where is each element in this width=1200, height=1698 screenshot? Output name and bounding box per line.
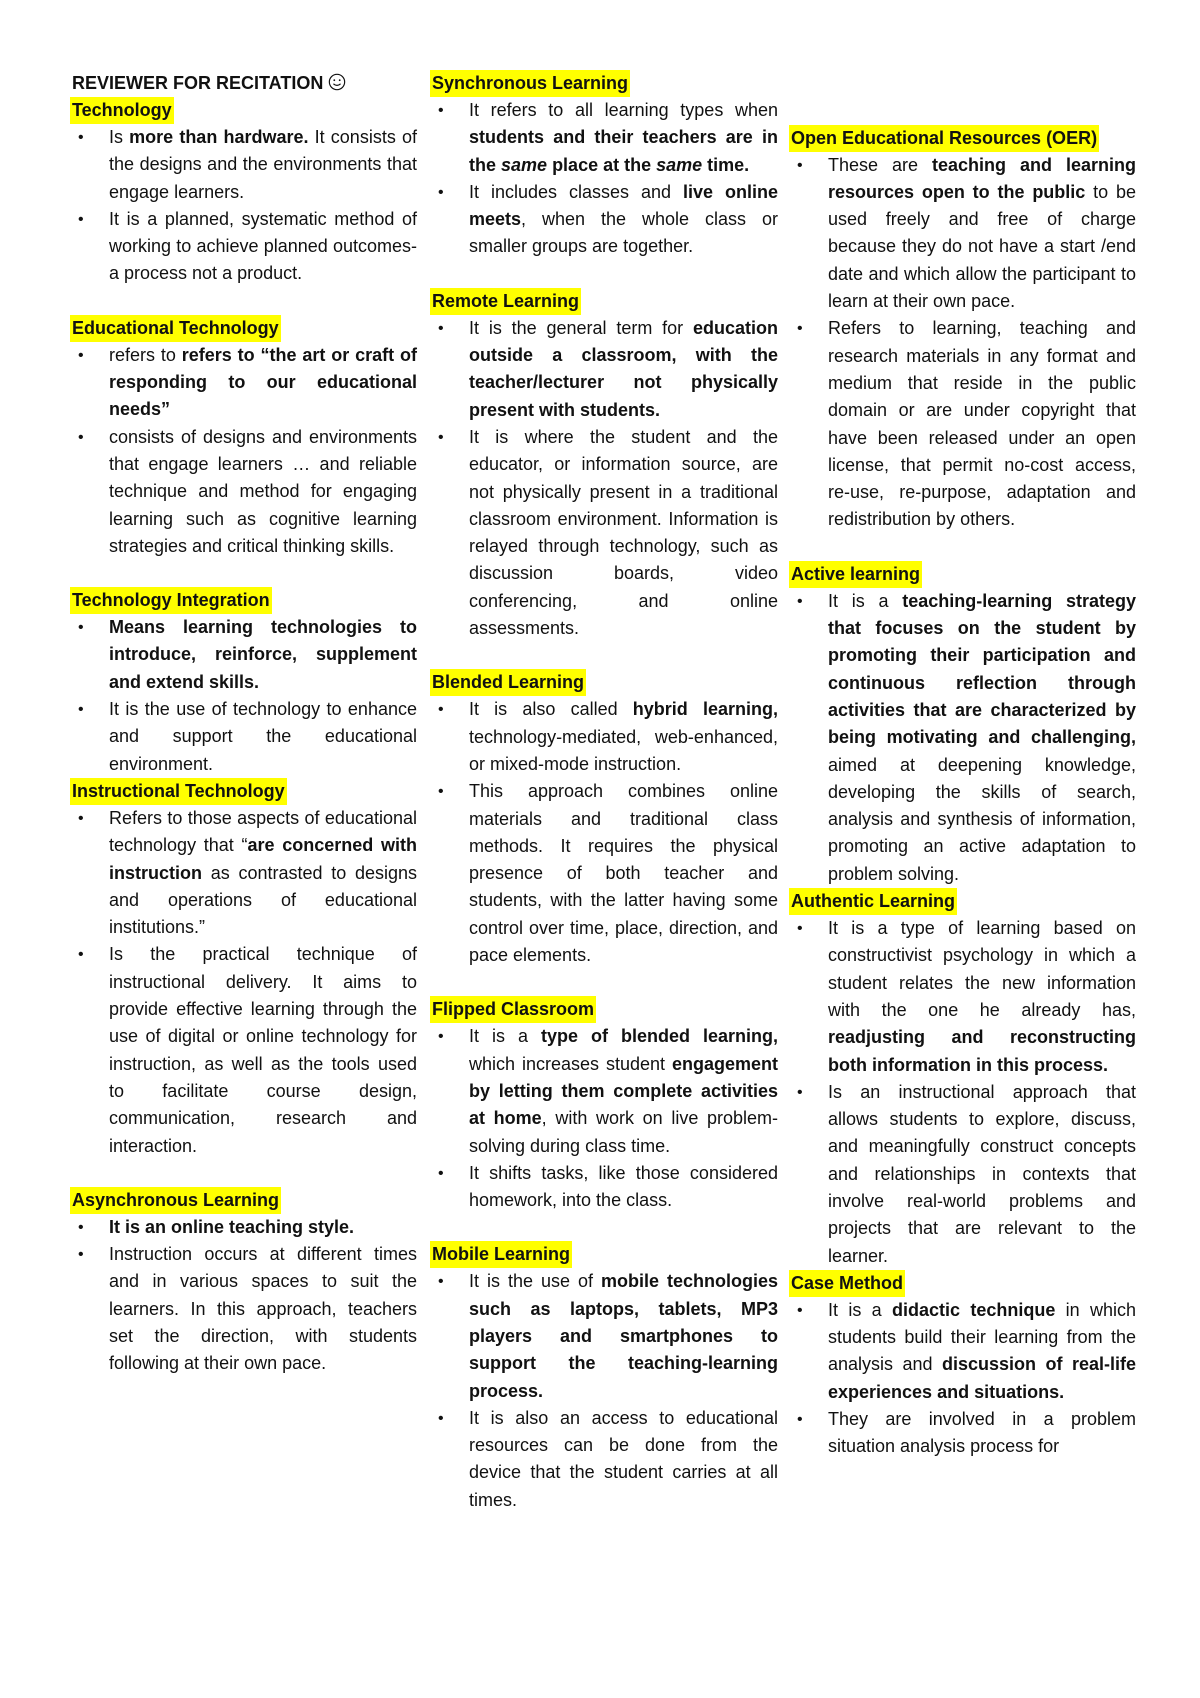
section-heading-technology: Technology [70, 97, 174, 124]
list-item: • It is a didactic technique in which students build their learning from the analysis and discussion of real-life experiences and situations. [791, 1297, 1136, 1406]
list-item: • It is where the student and the educator, or information source, are not physically present in a traditional classroom environment. Information is relayed through technology, such as discussion boards, video conferencing, and online assessments. [432, 424, 778, 642]
remote-list [432, 315, 778, 643]
section-heading-flipped-classroom: Flipped Classroom [430, 996, 596, 1023]
integration-list [72, 614, 417, 778]
technology-list [72, 124, 417, 288]
flipped-list [432, 1023, 778, 1214]
list-item: • It is also called hybrid learning, technology-mediated, web-enhanced, or mixed-mode instruction. [432, 696, 778, 778]
section-heading-authentic-learning: Authentic Learning [789, 888, 957, 915]
oer-list [791, 152, 1136, 534]
list-item: • It refers to all learning types when students and their teachers are in the same place at the same time. [432, 97, 778, 179]
list-item: • It is the general term for education outside a classroom, with the teacher/lecturer not physically present with students. [432, 315, 778, 424]
list-item: • It is a teaching-learning strategy that focuses on the student by promoting their participation and continuous reflection through activities that are characterized by being motivating and challenging, aimed at deepening knowledge, developing the skills of search, analysis and synthesis of information, promoting an active adaptation to problem solving. [791, 588, 1136, 888]
active-list [791, 588, 1136, 888]
blended-list [432, 696, 778, 969]
section-heading-synchronous-learning: Synchronous Learning [430, 70, 630, 97]
authentic-list [791, 915, 1136, 1270]
edtech-list [72, 342, 417, 560]
section-heading-asynchronous-learning: Asynchronous Learning [70, 1187, 281, 1214]
column-1 [72, 70, 417, 1378]
list-item: • This approach combines online materials and traditional class methods. It requires the physical presence of both teacher and students, with the latter having some control over time, place, direction, and pace elements. [432, 778, 778, 969]
list-item: • It is a type of blended learning, which increases student engagement by letting them complete activities at home, with work on live problem-solving during class time. [432, 1023, 778, 1159]
section-heading-instructional-technology: Instructional Technology [70, 778, 287, 805]
section-heading-remote-learning: Remote Learning [430, 288, 581, 315]
section-heading-active-learning: Active learning [789, 561, 922, 588]
list-item: • consists of designs and environments that engage learners … and reliable technique and method for engaging learning such as cognitive learning strategies and critical thinking skills. [72, 424, 417, 560]
list-item: • Is more than hardware. It consists of the designs and the environments that engage learners. [72, 124, 417, 206]
list-item: • Means learning technologies to introduce, reinforce, supplement and extend skills. [72, 614, 417, 696]
section-heading-technology-integration: Technology Integration [70, 587, 272, 614]
list-item: • It is an online teaching style. [72, 1214, 417, 1241]
list-item: • It is the use of technology to enhance and support the educational environment. [72, 696, 417, 778]
sync-list [432, 97, 778, 261]
section-heading-oer: Open Educational Resources (OER) [789, 125, 1099, 152]
section-heading-mobile-learning: Mobile Learning [430, 1241, 572, 1268]
list-item: • It is a planned, systematic method of working to achieve planned outcomes-a process not a product. [72, 206, 417, 288]
list-item: • It is also an access to educational resources can be done from the device that the student carries at all times. [432, 1405, 778, 1514]
list-item: • Refers to those aspects of educational technology that “are concerned with instruction as contrasted to designs and operations of educational institutions.” [72, 805, 417, 941]
list-item: • It is the use of mobile technologies such as laptops, tablets, MP3 players and smartphones to support the teaching-learning process. [432, 1268, 778, 1404]
list-item: • Is an instructional approach that allows students to explore, discuss, and meaningfully construct concepts and relationships in contexts that involve real-world problems and projects that are relevant to the learner. [791, 1079, 1136, 1270]
async-list [72, 1214, 417, 1378]
list-item: • They are involved in a problem situation analysis process for [791, 1406, 1136, 1461]
column-3 [791, 70, 1136, 1461]
list-item: • It is a type of learning based on constructivist psychology in which a student relates the new information with the one he already has, readjusting and reconstructing both information in this process. [791, 915, 1136, 1079]
list-item: • It shifts tasks, like those considered homework, into the class. [432, 1160, 778, 1215]
section-heading-educational-technology: Educational Technology [70, 315, 281, 342]
list-item: • These are teaching and learning resources open to the public to be used freely and free of charge because they do not have a start /end date and which allow the participant to learn at their own pace. [791, 152, 1136, 316]
instructional-list [72, 805, 417, 1160]
list-item: • Instruction occurs at different times and in various spaces to suit the learners. In this approach, teachers set the direction, with students following at their own pace. [72, 1241, 417, 1377]
case-list [791, 1297, 1136, 1461]
section-heading-case-method: Case Method [789, 1270, 905, 1297]
list-item: • refers to refers to “the art or craft of responding to our educational needs” [72, 342, 417, 424]
page-title: REVIEWER FOR RECITATION [72, 70, 417, 97]
list-item: • It includes classes and live online meets, when the whole class or smaller groups are together. [432, 179, 778, 261]
list-item: • Refers to learning, teaching and research materials in any format and medium that reside in the public domain or are under copyright that have been released under an open license, that permit no-cost access, re-use, re-purpose, adaptation and redistribution by others. [791, 315, 1136, 533]
mobile-list [432, 1268, 778, 1514]
section-heading-blended-learning: Blended Learning [430, 669, 586, 696]
list-item: • Is the practical technique of instructional delivery. It aims to provide effective learning through the use of digital or online technology for instruction, as well as the tools used to facilitate course design, communication, research and interaction. [72, 941, 417, 1159]
smiley-icon [328, 73, 346, 93]
column-2 [432, 70, 778, 1514]
